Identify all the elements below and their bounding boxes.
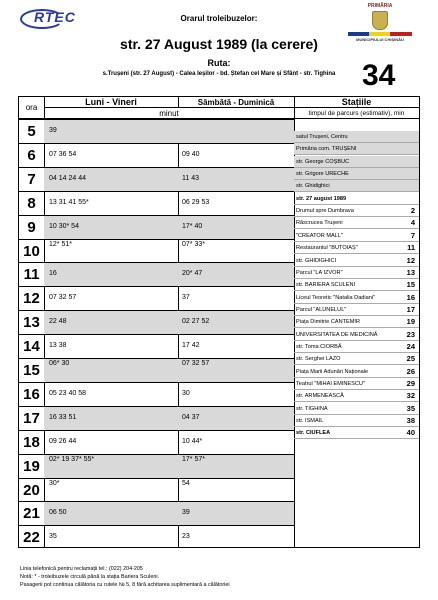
weekend-minutes [178,120,294,143]
stop-name: str. Ghidighici [296,183,330,190]
stop-item [294,193,419,205]
hour-cell: 20 [23,481,40,499]
hour-cell: 7 [27,170,36,188]
footer-transfer: Pasagerii pot continua călătoria cu rutele № 5, 8 fără achitarea suplimentară a călătoriei [20,582,230,588]
hour-cell: 21 [23,505,40,523]
stop-travel-time: 2 [410,206,415,216]
stop-travel-time: 19 [406,317,415,327]
timetable [18,96,420,548]
weekday-minutes: 06 50 [44,502,178,525]
stop-name: Piața Dimitrie CANTEMIR [296,319,361,326]
hour-cell: 13 [23,314,40,332]
stop-name: Liceul Teoretic "Natalia Dadiani" [296,294,376,301]
stop-travel-time: 23 [406,329,415,339]
schedule-row [19,286,294,310]
crest-bottom-text: MUNICIPIULUI CHIȘINĂU [356,37,404,42]
hour-cell: 10 [23,242,40,260]
weekdays-header: Luni - Vineri [44,97,178,108]
minute-header: minut [44,108,294,119]
stop-item [294,230,419,242]
stop-name: str. Grigore URECHE [296,171,349,178]
schedule-row [19,430,294,454]
stop-item [294,267,419,279]
stop-item [294,378,419,390]
hour-cell: 11 [23,266,40,284]
stop-name: str. ISMAIL [296,418,324,425]
stop-item [294,316,419,328]
stop-travel-time: 7 [410,230,415,240]
stop-item [294,180,419,192]
stop-item [294,427,419,439]
stop-item [294,353,419,365]
stop-item [294,168,419,180]
schedule-row [19,119,294,143]
stop-travel-time: 26 [406,366,415,376]
weekend-minutes: 11 43 [178,168,294,191]
city-hall-crest [340,3,420,41]
weekend-minutes: 09 40 [182,150,200,158]
schedule-row [19,358,294,382]
stop-item [294,304,419,316]
weekday-minutes: 13 31 41 55* [49,198,89,206]
weekday-minutes: 39 [44,120,178,143]
schedule-row [19,310,294,334]
schedule-row [19,478,294,502]
stop-name: Răscrucea Trușeni [296,220,343,227]
logo-text: RTEC [34,9,76,25]
schedule-row [19,262,294,286]
stop-name: "CREATOR MALL" [296,232,343,239]
header [0,0,438,96]
stop-item [294,217,419,229]
hour-cell: 19 [23,457,40,475]
weekday-minutes: 07 36 54 [49,150,77,158]
schedule-row [19,167,294,191]
weekday-minutes: 35 [49,533,57,541]
schedule-row [19,191,294,215]
stop-item [294,366,419,378]
stop-name: Primăria com. TRUȘENI [296,146,357,153]
hour-cell: 6 [27,146,36,164]
weekday-minutes: 13 38 [49,342,67,350]
weekend-minutes: 23 [182,533,190,541]
stop-item [294,205,419,217]
weekend-minutes: 54 [182,479,190,487]
weekday-minutes: 09 26 44 [49,437,77,445]
flag-stripe-icon [348,32,412,36]
footer [20,565,430,589]
stop-item [294,143,419,155]
hour-cell: 18 [23,433,40,451]
stop-name: UNIVERSITATEA DE MEDICINĂ [296,331,378,338]
stop-travel-time: 32 [406,391,415,401]
weekend-minutes: 10 44* [182,437,203,445]
stop-name: str. 27 august 1989 [296,195,347,202]
stop-item [294,415,419,427]
hour-cell: 9 [27,218,36,236]
schedule-row [19,501,294,525]
route-number: 34 [362,59,396,92]
stop-travel-time: 38 [406,416,415,426]
weekday-minutes: 02* 19 37* 55* [44,455,178,478]
stop-item [294,341,419,353]
hour-cell: 8 [27,194,36,212]
hour-cell: 15 [23,362,40,379]
weekend-minutes: 17* 40 [178,216,294,239]
weekday-minutes: 10 30* 54 [44,216,178,239]
weekend-minutes: 02 27 52 [178,311,294,334]
stop-item [294,279,419,291]
stop-item [294,255,419,267]
weekday-minutes: 05 23 40 58 [49,389,86,397]
weekend-minutes: 04 37 [178,407,294,430]
crest-top-text: PRIMĂRIA [367,3,393,9]
stop-item [294,242,419,254]
stop-name: str. TIGHINA [296,405,328,412]
weekday-minutes: 12* 51* [49,240,72,248]
hour-cell: 17 [23,409,40,427]
weekday-minutes: 16 [44,263,178,286]
stop-travel-time: 29 [406,379,415,388]
stop-name: satul Trușeni, Centru [296,134,348,140]
hour-cell: 14 [23,338,40,356]
schedule-row [19,406,294,430]
stop-name: str. GHIDIGHICI [296,257,337,264]
stop-name: str. Serghei LAZO [296,356,341,363]
hour-cell: 12 [23,290,40,308]
stop-travel-time: 35 [406,403,415,413]
stop-travel-time: 40 [406,428,415,438]
footer-phone: Linia telefonică pentru reclamații tel.: (022) 204-205 [20,566,143,572]
weekend-minutes: 17 42 [182,342,200,350]
coat-of-arms-icon [372,11,388,30]
footer-note: Notă: * - troleibuzele circulă până la stația Bariera Sculeni. [20,574,160,580]
schedule-row [19,239,294,263]
orar-label: Orarul troleibuzelor: [180,14,258,23]
stop-name: Drumul spre Dumbrava [296,208,354,215]
travel-time-header: timpul de parcurs (estimativ), min [294,108,419,119]
hour-cell: 5 [27,123,36,140]
weekend-header: Sâmbătă - Duminică [178,97,294,108]
weekend-minutes: 06 29 53 [182,198,210,206]
stop-name: Parcul "LA IZVOR" [296,269,343,276]
weekday-minutes: 07 32 57 [49,294,77,302]
stop-travel-time: 12 [406,255,415,265]
stop-name: Parcul "ALUNELUL" [296,306,347,313]
stop-travel-time: 15 [406,280,415,290]
stop-name: str. BARIERA SCULENI [296,282,356,289]
stop-name: str. Toma CIORBĂ [296,343,342,350]
stop-name: Restaurantul "BUTOIAȘ" [296,245,358,252]
hour-header: ora [19,97,44,119]
weekday-minutes: 30* [49,479,60,487]
schedule-row [19,382,294,406]
stop-item [294,403,419,415]
weekday-minutes: 22 48 [44,311,178,334]
weekend-minutes: 20* 47 [178,263,294,286]
weekend-minutes: 07 32 57 [178,359,294,382]
stops-header: Stațiile [294,97,419,108]
weekend-minutes: 30 [182,389,190,397]
stop-travel-time: 11 [407,243,415,253]
hour-cell: 22 [23,529,40,547]
weekday-minutes: 16 33 51 [44,407,178,430]
stop-item [294,292,419,304]
weekend-minutes: 39 [178,502,294,525]
schedule-row [19,334,294,358]
weekday-minutes: 04 14 24 44 [44,168,178,191]
stop-travel-time: 24 [406,341,415,351]
schedule-row [19,525,294,549]
ruta-label: Ruta: [207,58,231,68]
schedule-row [19,454,294,478]
route-description: s.Trușeni (str. 27 August) - Calea Ieșilor - bd. Ștefan cel Mare și Sfânt - str. Tighina [102,71,336,77]
schedule-row [19,143,294,167]
stop-name: str. George COȘBUC [296,158,350,165]
stop-travel-time: 16 [406,292,415,302]
weekend-minutes: 17* 57* [178,455,294,478]
stop-item [294,156,419,168]
page-title: str. 27 August 1989 (la cerere) [120,36,318,52]
hour-cell: 16 [23,385,40,403]
weekend-minutes: 07* 33* [182,240,205,248]
stop-name: str. CIUFLEA [296,430,331,437]
weekday-minutes: 06* 30 [44,359,178,382]
weekend-minutes: 37 [182,294,190,302]
schedule-row [19,215,294,239]
stop-item [294,131,419,143]
stop-travel-time: 25 [406,354,415,364]
stop-item [294,329,419,341]
stop-travel-time: 13 [406,267,415,277]
stop-name: str. ARMENEASCĂ [296,393,344,400]
stop-name: Piața Marii Adunări Naționale [296,368,369,375]
stop-name: Teatrul "MIHAI EMINESCU" [296,381,365,387]
stop-item [294,390,419,402]
stop-travel-time: 4 [410,218,415,228]
stop-travel-time: 17 [406,304,415,314]
